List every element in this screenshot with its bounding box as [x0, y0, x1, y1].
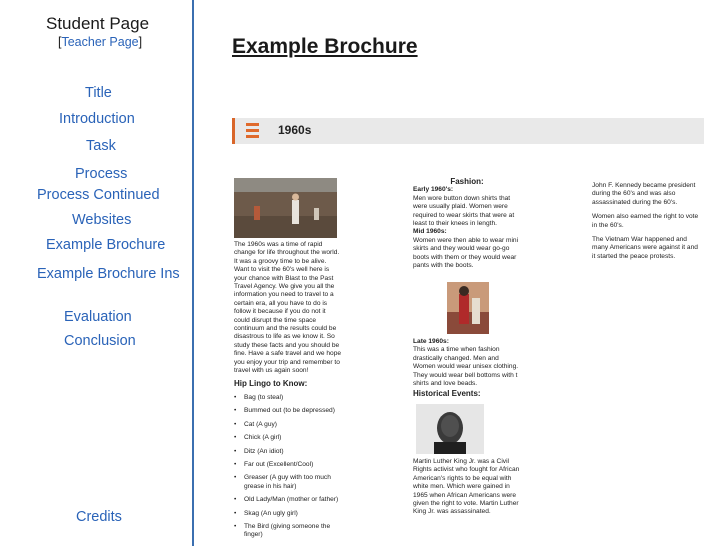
- lingo-item: • Far out (Excellent/Cool): [234, 461, 342, 469]
- teacher-open-bracket: [: [58, 35, 62, 49]
- lingo-item: • Cat (A guy): [234, 421, 342, 429]
- fashion-heading: Fashion:: [450, 177, 484, 186]
- mlk-text: Martin Luther King Jr. was a Civil Rights activist who fought for African American's rights to be equal with white men. Which were gained in 1965 when African Americans were given the right to vote. Martin Luther King Jr. was assassinated.: [413, 458, 520, 516]
- nav-process-continued[interactable]: Process Continued: [37, 187, 160, 203]
- lingo-item: • Skag (An ugly girl): [234, 510, 342, 518]
- nav-conclusion[interactable]: Conclusion: [64, 333, 136, 349]
- teacher-page-link-wrapper: [58, 35, 142, 49]
- mlk-photo: [416, 404, 484, 454]
- page-title: Example Brochure: [232, 35, 418, 58]
- nav-title[interactable]: Title: [85, 85, 112, 101]
- menu-icon: [246, 123, 259, 138]
- nav-task[interactable]: Task: [86, 138, 116, 154]
- brochure-column-3: [592, 182, 702, 261]
- early-label: Early 1960's:: [413, 186, 454, 194]
- lingo-item: • Greaser (A guy with too much grease in his hair): [234, 474, 342, 491]
- nav-process[interactable]: Process: [75, 166, 128, 182]
- lingo-item: • Bag (to steal): [234, 394, 342, 402]
- brochure-column-2-lower: [413, 338, 521, 399]
- early-text: Men wore button down shirts that were usually plaid. Women were required to wear skirts that were at least to their knees in length.: [413, 194, 515, 228]
- nav-credits[interactable]: Credits: [76, 509, 122, 525]
- teacher-page-link[interactable]: Teacher Page: [61, 35, 139, 49]
- nav-evaluation[interactable]: Evaluation: [64, 309, 132, 325]
- lingo-item: • Chick (A girl): [234, 434, 342, 442]
- band-accent: [232, 118, 235, 144]
- nav-example-brochure[interactable]: Example Brochure: [46, 237, 166, 253]
- nav-websites[interactable]: Websites: [72, 212, 132, 228]
- woodstock-crowd-photo: [234, 178, 337, 238]
- lingo-item: • Old Lady/Man (mother or father): [234, 496, 342, 504]
- brochure-column-2: [413, 178, 521, 270]
- women-vote-text: Women also earned the right to vote in the 60's.: [592, 213, 699, 229]
- sidebar-nav: [0, 0, 194, 546]
- teacher-close-bracket: ]: [138, 35, 143, 49]
- mid-label: Mid 1960s:: [413, 228, 447, 236]
- lingo-item: • The Bird (giving someone the finger): [234, 523, 342, 540]
- intro-text: The 1960s was a time of rapid change for life throughout the world. It was a groovy time to be alive. Want to visit the 60's well here is your chance with Blast to the Past Travel Agency. We give you all the information you need to travel to a certain era, all you have to do is follow it because if you do not it could disrupt the time space continuum and the results could be disastrous to life as we know it. So study these facts and you should be fine. Have a safe travel and we hope you enjoy your trip and remember to travel with us again soon!: [234, 241, 342, 375]
- sidebar-title: Student Page: [46, 14, 150, 33]
- nav-introduction[interactable]: Introduction: [59, 111, 135, 127]
- vietnam-text: The Vietnam War happened and many Americans were against it and it started the peace protests.: [592, 236, 698, 260]
- late-label: Late 1960s:: [413, 338, 449, 345]
- fashion-photo: [447, 282, 489, 334]
- late-text: This was a time when fashion drastically changed. Men and Women would wear unisex clothing. They would wear bell bottoms with t shirts and love beads.: [413, 346, 519, 388]
- lingo-item: • Ditz (An idiot): [234, 448, 342, 456]
- nav-example-brochure-ins[interactable]: Example Brochure Ins: [37, 266, 180, 282]
- jfk-text: John F. Kennedy became president during the 60's and was also assassinated during the 60's.: [592, 182, 696, 206]
- hip-lingo-heading: Hip Lingo to Know:: [234, 378, 308, 388]
- brochure-header-band: [232, 118, 704, 144]
- historical-heading: Historical Events:: [413, 389, 481, 399]
- mid-text: Women were then able to wear mini skirts and they would wear go-go boots with them or they would wear pants with the boots.: [413, 236, 519, 270]
- lingo-item: • Bummed out (to be depressed): [234, 407, 342, 415]
- brochure-column-1: [234, 241, 342, 545]
- band-label: 1960s: [278, 123, 312, 137]
